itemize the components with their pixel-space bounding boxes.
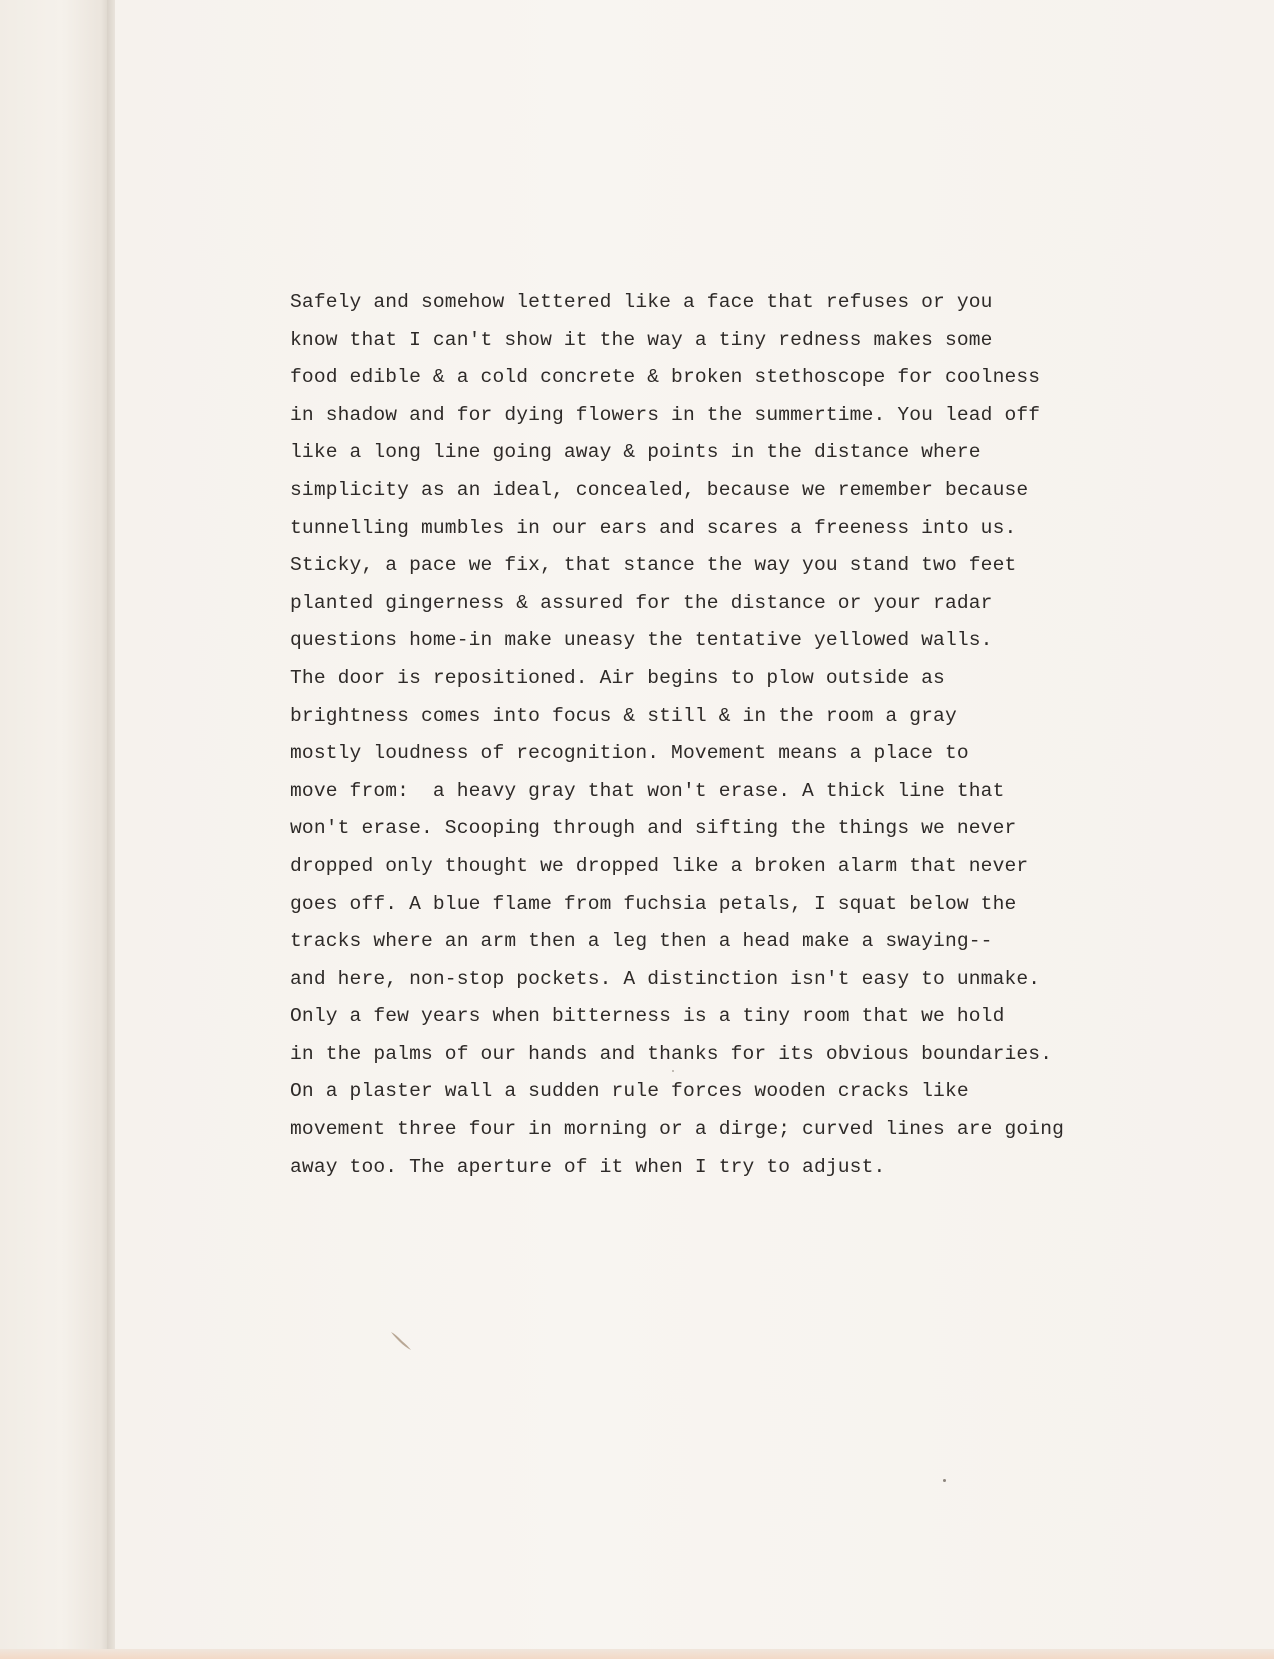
poem-line: tunnelling mumbles in our ears and scares a freeness into us.	[290, 516, 1017, 539]
poem-line: like a long line going away & points in the distance where	[290, 441, 981, 464]
poem-line: in the palms of our hands and thanks for its obvious boundaries.	[290, 1042, 1053, 1065]
poem-line: in shadow and for dying flowers in the summertime. You lead off	[290, 403, 1041, 426]
poem-line: away too. The aperture of it when I try to adjust.	[290, 1155, 886, 1178]
poem-line: planted gingerness & assured for the distance or your radar	[290, 591, 993, 614]
poem-line: movement three four in morning or a dirge; curved lines are going	[290, 1118, 1065, 1141]
page-fold-edge	[107, 0, 115, 1659]
paper-stain-mark	[389, 1330, 415, 1352]
poem-line: tracks where an arm then a leg then a head make a swaying--	[290, 930, 993, 953]
poem-line: Sticky, a pace we fix, that stance the way you stand two feet	[290, 554, 1017, 577]
poem-line: know that I can't show it the way a tiny redness makes some	[290, 328, 993, 351]
poem-line: mostly loudness of recognition. Movement means a place to	[290, 742, 969, 765]
poem-line: questions home-in make uneasy the tentative yellowed walls.	[290, 629, 993, 652]
poem-line: On a plaster wall a sudden rule forces wooden cracks like	[290, 1080, 969, 1103]
poem-line: Only a few years when bitterness is a tiny room that we hold	[290, 1005, 1005, 1028]
paper-speck	[672, 1070, 674, 1072]
poem-line: food edible & a cold concrete & broken stethoscope for coolness	[290, 366, 1041, 389]
poem-line: and here, non-stop pockets. A distinction isn't easy to unmake.	[290, 967, 1041, 990]
poem-line: goes off. A blue flame from fuchsia petals, I squat below the	[290, 892, 1017, 915]
poem-line: dropped only thought we dropped like a broken alarm that never	[290, 854, 1029, 877]
poem-text	[290, 284, 1064, 1186]
poem-line: simplicity as an ideal, concealed, because we remember because	[290, 478, 1029, 501]
poem-line: The door is repositioned. Air begins to plow outside as	[290, 666, 945, 689]
book-binding-margin	[0, 0, 112, 1659]
page-bottom-edge	[0, 1649, 1274, 1659]
poem-line: Safely and somehow lettered like a face that refuses or you	[290, 291, 993, 313]
poem-line: move from: a heavy gray that won't erase. A thick line that	[290, 779, 1005, 802]
poem-line: won't erase. Scooping through and sifting the things we never	[290, 817, 1017, 840]
paper-speck	[943, 1479, 946, 1482]
poem-line: brightness comes into focus & still & in the room a gray	[290, 704, 957, 727]
